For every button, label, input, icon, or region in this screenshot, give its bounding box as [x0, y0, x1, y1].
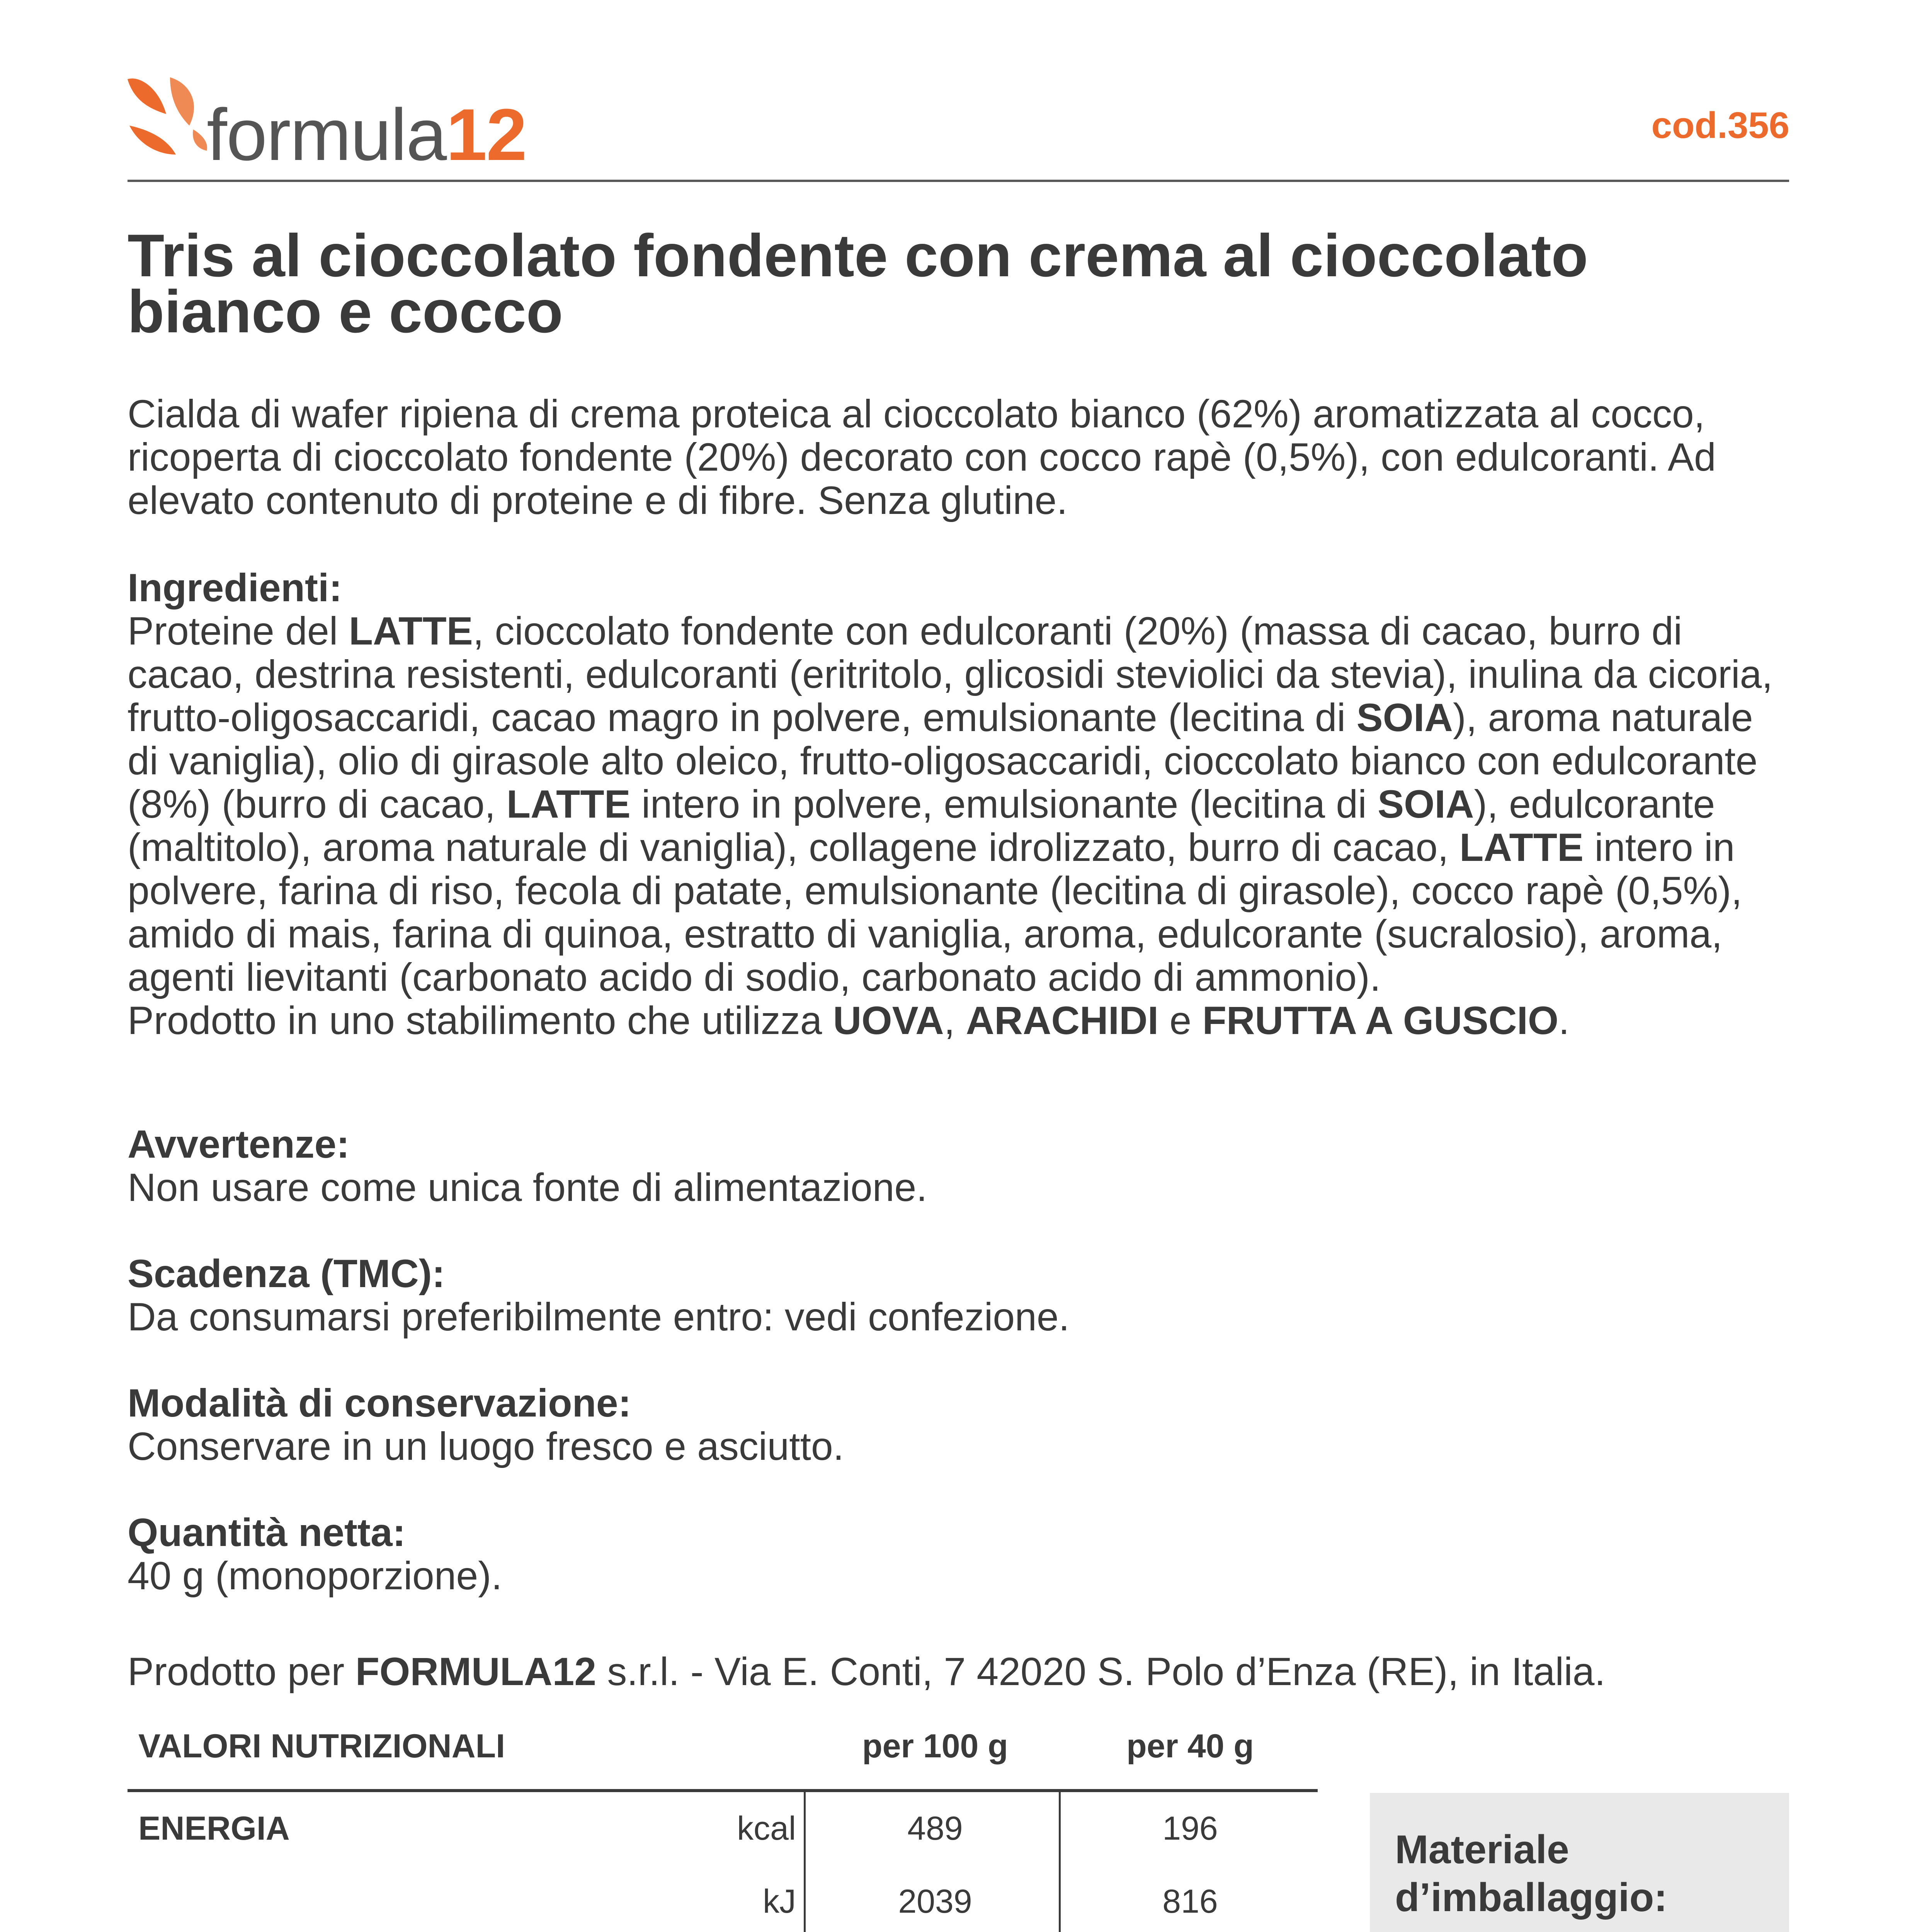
brand-logo: [124, 71, 529, 176]
header-divider: [128, 180, 1789, 182]
warnings-section: [128, 1122, 1789, 1209]
nutrition-header-per100: per 100 g: [862, 1728, 1008, 1765]
nutrition-header-label: VALORI NUTRIZIONALI: [138, 1728, 505, 1765]
packaging-box: [1370, 1793, 1789, 1932]
ingredients-heading: Ingredienti:: [128, 566, 342, 610]
storage-text: Conservare in un luogo fresco e asciutto.: [128, 1424, 844, 1468]
nutrition-row: [128, 1865, 1318, 1932]
storage-heading: Modalità di conservazione:: [128, 1381, 631, 1425]
brand-name: formula12: [207, 94, 526, 176]
warnings-text: Non usare come unica fonte di alimentazione.: [128, 1165, 927, 1209]
product-code: cod.356: [1651, 105, 1789, 146]
manufacturer-line: Prodotto per FORMULA12 s.r.l. - Via E. Conti, 7 42020 S. Polo d’Enza (RE), in Italia.: [128, 1650, 1606, 1694]
value-per-40g: 816: [1162, 1883, 1218, 1920]
nutrition-header-rule: [128, 1789, 1318, 1792]
leaf-icon: [124, 71, 213, 160]
quantity-heading: Quantità netta:: [128, 1510, 406, 1554]
value-per-100g: 2039: [898, 1883, 972, 1920]
product-title: Tris al cioccolato fondente con crema al cioccolato bianco e cocco: [128, 222, 1588, 345]
storage-section: [128, 1381, 1789, 1468]
packaging-heading: Materiale d’imballaggio:: [1395, 1827, 1667, 1920]
quantity-text: 40 g (monoporzione).: [128, 1554, 502, 1598]
nutrition-header-per40: per 40 g: [1126, 1728, 1254, 1765]
quantity-section: [128, 1511, 1789, 1597]
nutrition-column-divider: [804, 1792, 806, 1932]
ingredients-text: Proteine del LATTE, cioccolato fondente con edulcoranti (20%) (massa di cacao, burro di cacao, destrina resistenti, edulcoranti (eritritolo, glicosidi steviolici da stevia), inulina da cicoria, frutto-oligosaccaridi, cacao magro in polvere, emulsionante (lecitina di SOIA), aroma naturale di vaniglia), olio di girasole alto oleico, frutto-oligosaccaridi, cioccolato bianco con edulcorante (8%) (burro di cacao, LATTE intero in polvere, emulsionante (lecitina di SOIA), edulcorante (maltitolo), aroma naturale di vaniglia), collagene idrolizzato, burro di cacao, LATTE intero in polvere, farina di riso, fecola di patate, emulsionante (lecitina di girasole), cocco rapè (0,5%), amido di mais, farina di quinoa, estratto di vaniglia, aroma, edulcorante (sucralosio), aroma, agenti lievitanti (carbonato acido di sodio, carbonato acido di ammonio).: [128, 609, 1773, 999]
ingredients-section: [128, 566, 1789, 1042]
value-per-40g: 196: [1162, 1810, 1218, 1847]
product-description: Cialda di wafer ripiena di crema proteica al cioccolato bianco (62%) aromatizzata al cocco, ricoperta di cioccolato fondente (20%) decorato con cocco rapè (0,5%), con edulcoranti. Ad elevato contenuto di proteine e di fibre. Senza glutine.: [128, 392, 1716, 522]
expiry-section: [128, 1252, 1789, 1338]
nutrient-unit: kcal: [737, 1810, 796, 1847]
nutrient-label: ENERGIA: [138, 1810, 290, 1847]
nutrition-row: [128, 1792, 1318, 1865]
allergen-notice: Prodotto in uno stabilimento che utilizza UOVA, ARACHIDI e FRUTTA A GUSCIO.: [128, 998, 1570, 1043]
expiry-heading: Scadenza (TMC):: [128, 1252, 445, 1296]
warnings-heading: Avvertenze:: [128, 1122, 350, 1166]
nutrient-unit: kJ: [763, 1883, 796, 1920]
expiry-text: Da consumarsi preferibilmente entro: vedi confezione.: [128, 1295, 1070, 1339]
nutrition-column-divider: [1059, 1792, 1061, 1932]
value-per-100g: 489: [907, 1810, 963, 1847]
